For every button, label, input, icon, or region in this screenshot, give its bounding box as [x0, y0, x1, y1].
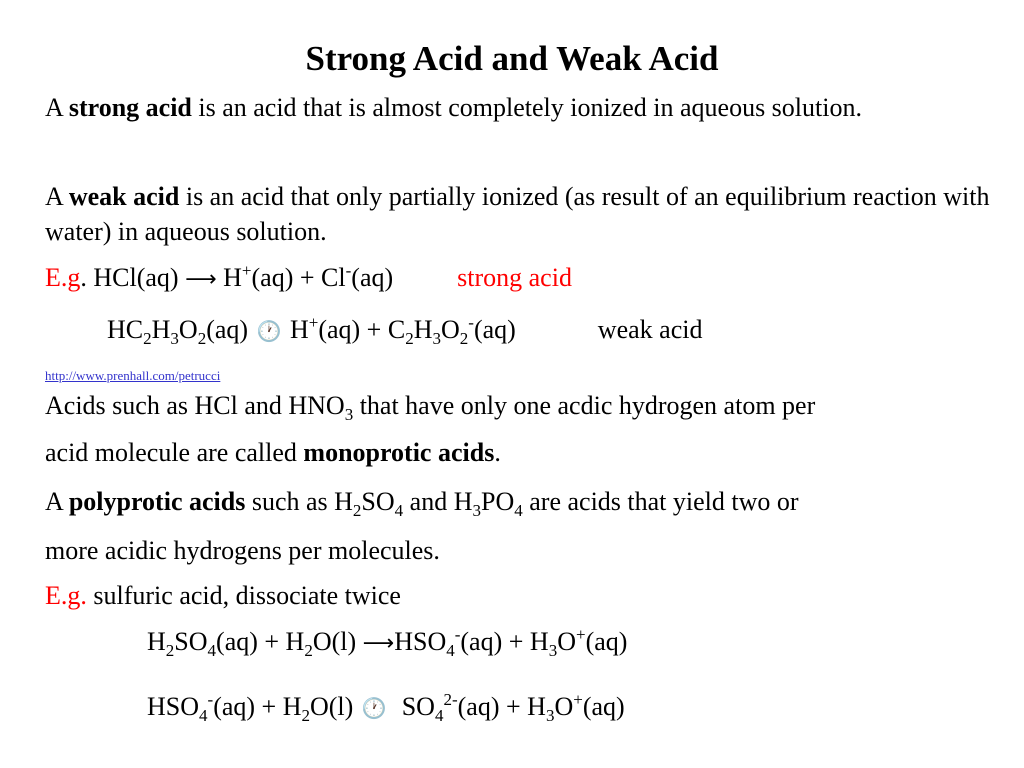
- text: O: [554, 692, 574, 721]
- text: HSO: [394, 627, 447, 656]
- subscript: 3: [472, 501, 481, 520]
- text: A: [45, 182, 69, 211]
- source-link[interactable]: http://www.prenhall.com/petrucci: [45, 368, 221, 383]
- subscript: 3: [170, 329, 179, 348]
- monoprotic-line-2: [45, 437, 995, 468]
- text: (aq): [351, 263, 394, 292]
- weak-acid-term: weak acid: [68, 182, 180, 211]
- text: H: [283, 315, 309, 344]
- text: sulfuric acid, dissociate twice: [86, 581, 401, 610]
- reaction-arrow-icon: ⟶: [362, 631, 395, 656]
- subscript: 2: [352, 501, 362, 520]
- text: (aq): [473, 315, 516, 344]
- text: H: [216, 263, 242, 292]
- superscript: +: [573, 690, 583, 709]
- subscript: 4: [394, 501, 404, 520]
- text: (aq): [585, 627, 628, 656]
- text: SO: [388, 692, 435, 721]
- text: HC: [107, 315, 144, 344]
- text: is an acid that only partially ionized (as result of an equilibrium reaction with water) in aqueous solution.: [45, 182, 990, 247]
- weak-acid-label: weak acid: [597, 315, 703, 344]
- text: (aq) + Cl: [251, 263, 346, 292]
- strong-acid-label: strong acid: [457, 263, 572, 292]
- monoprotic-term: monoprotic acids: [303, 438, 495, 467]
- text: (aq): [582, 692, 625, 721]
- subscript: 3: [548, 641, 558, 660]
- text: HSO: [147, 692, 200, 721]
- subscript: 2: [405, 329, 414, 348]
- text: Acids such as HCl and HNO: [45, 391, 345, 420]
- subscript: 3: [545, 706, 555, 725]
- text: HCl(aq): [93, 263, 186, 292]
- text: H: [413, 315, 433, 344]
- source-link-row: [45, 356, 995, 387]
- text: (aq) + H: [216, 627, 305, 656]
- text: (aq): [206, 315, 255, 344]
- text: SO: [174, 627, 208, 656]
- polyprotic-term: polyprotic acids: [68, 487, 246, 516]
- subscript: 4: [434, 706, 444, 725]
- text: A: [45, 93, 69, 122]
- text: .: [494, 438, 501, 467]
- strong-acid-term: strong acid: [68, 93, 192, 122]
- text: (aq) + H: [213, 692, 302, 721]
- slide-title: Strong Acid and Weak Acid: [305, 39, 719, 78]
- text: O: [178, 315, 198, 344]
- superscript: -: [345, 261, 352, 280]
- equilibrium-arrow-icon: 🕐: [256, 319, 282, 343]
- text: is an acid that is almost completely ionized in aqueous solution.: [191, 93, 862, 122]
- superscript: 2-: [443, 690, 458, 709]
- text: .: [80, 263, 94, 292]
- subscript: 4: [446, 641, 455, 660]
- text: O: [440, 315, 460, 344]
- eg-label: E.g: [45, 263, 81, 292]
- text: that have only one acdic hydrogen atom per: [353, 391, 816, 420]
- eg-label: E.g.: [45, 581, 87, 610]
- subscript: 2: [165, 641, 175, 660]
- subscript: 3: [432, 329, 441, 348]
- subscript: 2: [459, 329, 469, 348]
- text: PO: [481, 487, 515, 516]
- superscript: -: [454, 625, 461, 644]
- polyprotic-line-2: more acidic hydrogens per molecules.: [45, 536, 440, 565]
- reaction-arrow-icon: ⟶: [185, 267, 217, 292]
- text: and H: [403, 487, 473, 516]
- subscript: 4: [199, 706, 208, 725]
- superscript: -: [207, 690, 214, 709]
- subscript: 3: [344, 405, 354, 424]
- subscript: 2: [197, 329, 207, 348]
- weak-acid-equation: [107, 313, 1024, 348]
- superscript: +: [308, 313, 319, 332]
- superscript: +: [575, 625, 586, 644]
- text: acid molecule are called: [45, 438, 304, 467]
- weak-acid-definition: [45, 179, 995, 249]
- text: O(l): [309, 692, 360, 721]
- subscript: 2: [301, 706, 310, 725]
- monoprotic-line-1: [45, 390, 995, 424]
- polyprotic-line-1: [45, 486, 995, 520]
- text: (aq) + C: [318, 315, 406, 344]
- subscript: 4: [207, 641, 217, 660]
- subscript: 4: [514, 501, 523, 520]
- example-sulfuric-acid: [45, 580, 995, 611]
- text: such as H: [245, 487, 353, 516]
- subscript: 2: [304, 641, 313, 660]
- text: A: [45, 487, 69, 516]
- example-strong-acid-equation: [45, 262, 995, 293]
- text: SO: [361, 487, 395, 516]
- superscript: -: [468, 313, 474, 332]
- equilibrium-arrow-icon: 🕐: [361, 696, 387, 720]
- sulfuric-first-dissociation: [147, 625, 1024, 660]
- text: O: [557, 627, 576, 656]
- text: H: [151, 315, 171, 344]
- text: H: [147, 627, 166, 656]
- superscript: +: [241, 261, 252, 280]
- strong-acid-definition: [45, 92, 995, 123]
- text: (aq) + H: [457, 692, 546, 721]
- sulfuric-second-dissociation: [147, 690, 1024, 725]
- subscript: 2: [143, 329, 152, 348]
- text: (aq) + H: [460, 627, 549, 656]
- text: O(l): [312, 627, 363, 656]
- text: are acids that yield two or: [522, 487, 799, 516]
